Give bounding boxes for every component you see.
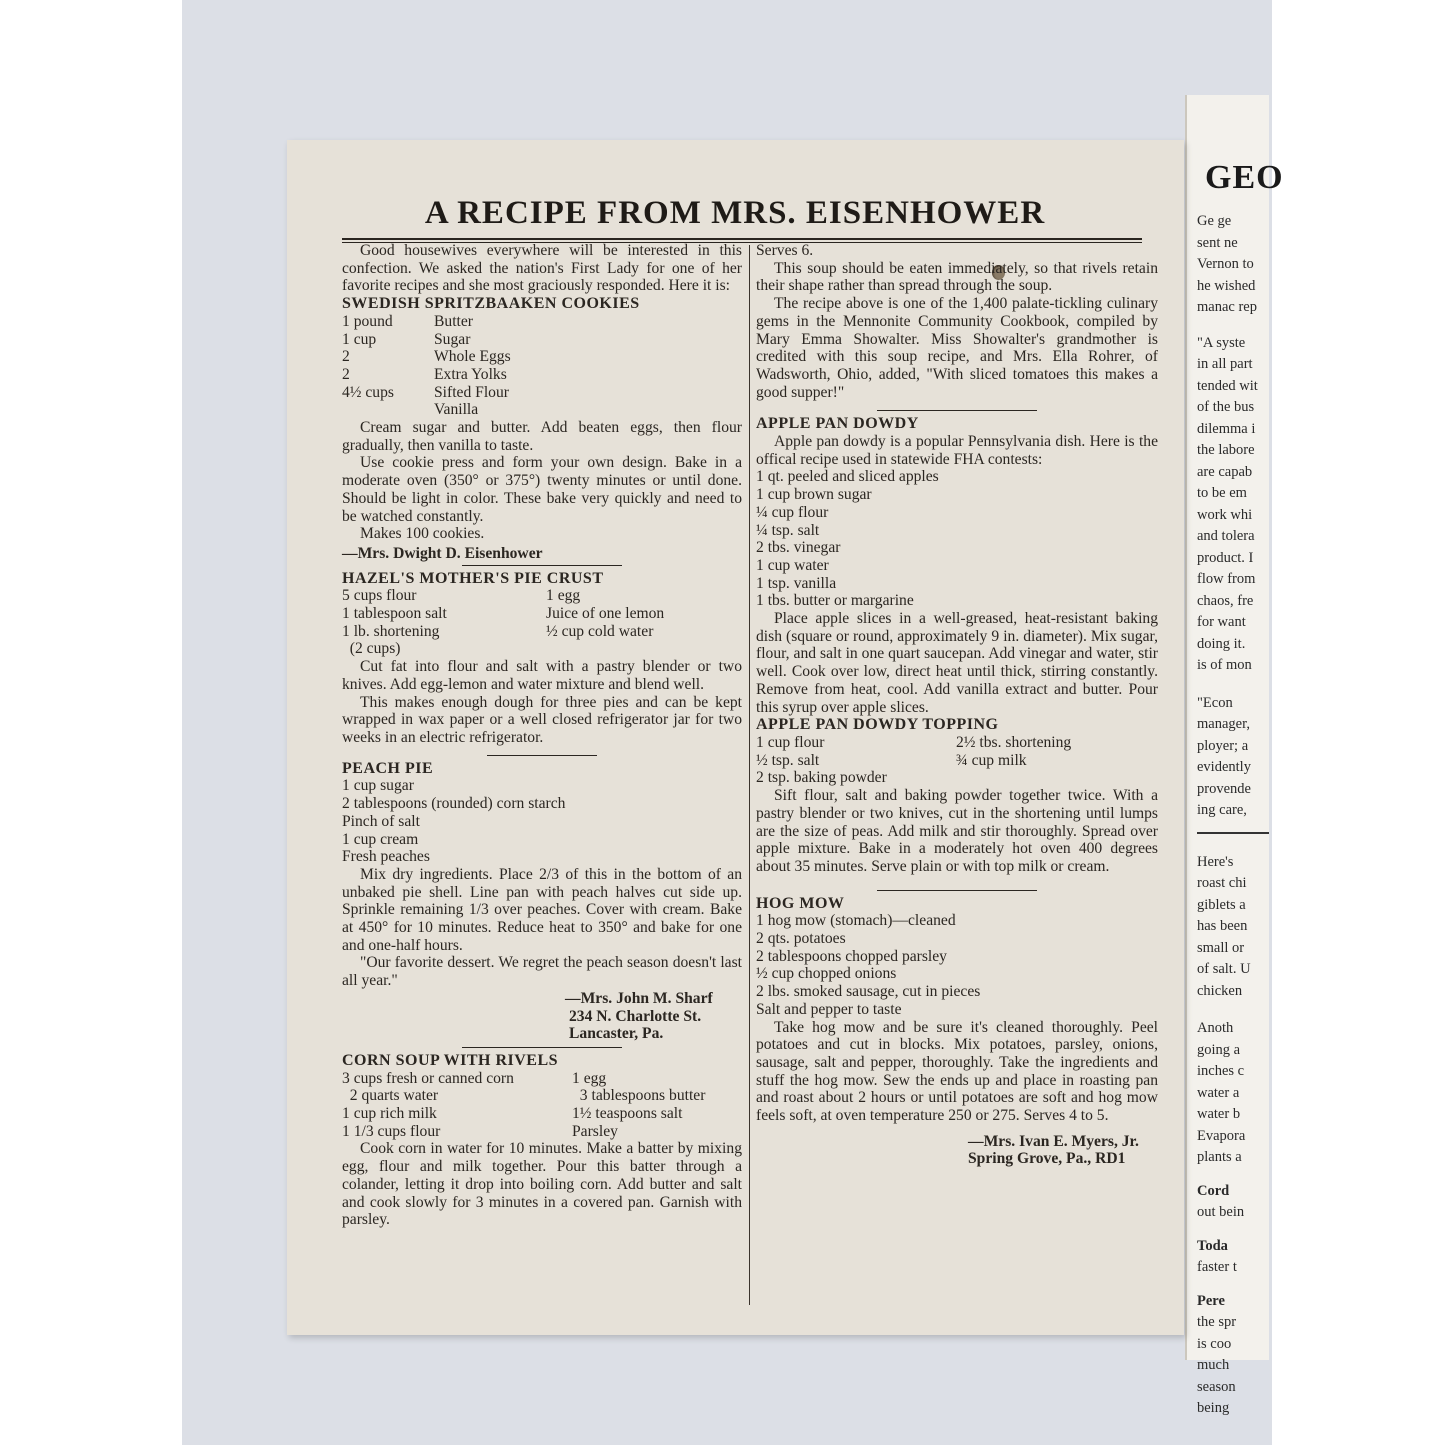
facing-page-line: of salt. U <box>1197 961 1251 977</box>
facing-page-line: sent ne <box>1197 234 1238 251</box>
facing-page-line: chicken <box>1197 982 1243 999</box>
page-title: A RECIPE FROM MRS. EISENHOWER <box>424 195 1046 231</box>
ingredient-cell <box>546 640 742 658</box>
facing-page-line: chaos, fre <box>1197 592 1254 609</box>
section-rule <box>462 1047 622 1048</box>
facing-page-line: to be em <box>1197 485 1247 501</box>
recipe-heading: APPLE PAN DOWDY TOPPING <box>756 716 999 734</box>
ingredient-cell: Juice of one lemon <box>546 605 665 623</box>
facing-page-line: being <box>1197 1400 1230 1416</box>
instruction-paragraph: Cook corn in water for 10 minutes. Make a batter by mixing egg, flour and milk together. Pour this batter through a colander, letting it drop into boiling corn. Add butter and salt and cook slowly for 3 minutes in a covered pan. Garnish with parsley. <box>342 1140 742 1229</box>
facing-page-line: has been <box>1197 918 1248 934</box>
ingredient-cell: 1 egg <box>546 587 581 605</box>
ingredient-cell: 2 tsp. baking powder <box>756 769 887 787</box>
ingredient-line: 1 cup water <box>756 556 829 574</box>
facing-page-line: much <box>1197 1357 1230 1373</box>
signature: —Mrs. John M. Sharf <box>565 989 713 1007</box>
instruction-paragraph: Mix dry ingredients. Place 2/3 of this in the bottom of an unbaked pie shell. Line pan with peach halves cut side up. Sprinkle remaining 1/3 over peaches. Cover with cream. Bake at 450° for 10 minutes. Reduce heat to 350° and bake for one and one-half hours. <box>342 865 742 954</box>
signature-address: Spring Grove, Pa., RD1 <box>968 1150 1126 1168</box>
ingredient-cell: Sifted Flour <box>434 383 509 401</box>
ingredient-cell: Vanilla <box>434 401 479 419</box>
signature: —Mrs. Dwight D. Eisenhower <box>342 544 543 562</box>
facing-page-line: season <box>1197 1378 1236 1395</box>
facing-page-line: Evapora <box>1197 1127 1246 1144</box>
facing-page-line: in all part <box>1197 356 1253 372</box>
section-rule <box>877 410 1037 411</box>
facing-page-rule <box>1197 832 1269 834</box>
signature-city: Lancaster, Pa. <box>569 1025 664 1043</box>
facing-page-line: Anoth <box>1197 1020 1234 1036</box>
facing-page-line: he wished <box>1197 277 1256 294</box>
intro-paragraph: Good housewives everywhere will be interested in this confection. We asked the nation's First Lady for one of her favorite recipes and she most graciously responded. Here it is: <box>342 242 742 295</box>
facing-page-line: for want <box>1197 614 1246 630</box>
facing-page-line: doing it. <box>1197 635 1246 652</box>
facing-page-line: provende <box>1197 780 1251 797</box>
ingredient-cell <box>342 401 434 419</box>
facing-page-line: product. I <box>1197 549 1254 566</box>
ingredient-cell: 1½ teaspoons salt <box>572 1105 683 1123</box>
instruction-paragraph: Place apple slices in a well-greased, heat-resistant baking dish (square or round, approximately 9 in. diameter). Mix sugar, flour, and salt in one quart saucepan. Add vinegar and water, stir well. Cook over low, direct heat until thick, stirring constantly. Remove from heat, cool. Add vanilla extract and butter. Pour this syrup over apple slices. <box>756 610 1158 716</box>
recipe-heading: HOG MOW <box>756 894 845 912</box>
facing-page-line: work whi <box>1197 506 1253 523</box>
ingredient-list <box>342 1070 742 1141</box>
recipe-heading: CORN SOUP WITH RIVELS <box>342 1051 559 1069</box>
ingredient-line: 2 tablespoons (rounded) corn starch <box>342 795 566 813</box>
ingredient-cell: ½ cup cold water <box>546 622 654 640</box>
ingredient-line: 1 cup cream <box>342 830 419 848</box>
ingredient-line: 2 tbs. vinegar <box>756 539 841 557</box>
facing-page-line: going a <box>1197 1041 1241 1058</box>
ingredient-cell: 1 cup flour <box>756 733 825 751</box>
ingredient-cell: Parsley <box>572 1122 618 1140</box>
ingredient-cell: 1 cup <box>342 330 377 348</box>
facing-page-line: water b <box>1197 1106 1241 1122</box>
ingredient-cell: 2½ tbs. shortening <box>956 733 1072 751</box>
facing-page-line: Ge ge <box>1197 213 1232 229</box>
facing-page-line: manager, <box>1197 716 1250 732</box>
facing-page-line: tended wit <box>1197 377 1258 394</box>
left-column <box>342 242 742 1229</box>
ingredient-line: Pinch of salt <box>342 812 420 830</box>
intro-paragraph: Apple pan dowdy is a popular Pennsylvania dish. Here is the offical recipe used in statewide FHA contests: <box>756 433 1158 468</box>
ingredient-cell: Extra Yolks <box>434 365 507 383</box>
ingredient-line: Fresh peaches <box>342 848 430 866</box>
ingredient-cell <box>956 769 1158 787</box>
ingredient-list <box>756 912 1158 1018</box>
ingredient-line: 1 cup brown sugar <box>756 486 872 504</box>
ingredient-line: 1 cup sugar <box>342 777 414 795</box>
ingredient-line: ¼ tsp. salt <box>756 521 820 539</box>
facing-page-line: Cord <box>1197 1182 1230 1199</box>
facing-page-line: the labore <box>1197 442 1255 458</box>
facing-page-line: roast chi <box>1197 875 1247 891</box>
facing-page-line: evidently <box>1197 759 1251 775</box>
note-paragraph: The recipe above is one of the 1,400 palate-tickling culinary gems in the Mennonite Community Cookbook, compiled by Mary Emma Showalter. Miss Showalter's grandmother is credited with this soup recipe, and Mrs. Ella Rohrer, of Wadsworth, Ohio, added, "With sliced tomatoes this makes a good supper!" <box>756 295 1158 401</box>
facing-page-line: flow from <box>1197 571 1256 587</box>
ingredient-cell: Sugar <box>434 330 471 348</box>
recipe-heading: PEACH PIE <box>342 759 434 777</box>
ingredient-cell: 3 cups fresh or canned corn <box>342 1069 514 1087</box>
serves-text: Serves 6. <box>756 242 814 259</box>
column-divider <box>749 245 750 1305</box>
ingredient-line: 2 lbs. smoked sausage, cut in pieces <box>756 983 981 1001</box>
facing-page-line: Vernon to <box>1197 256 1254 272</box>
facing-page-line: "Econ <box>1197 694 1233 711</box>
ingredient-cell: 1 egg <box>572 1069 607 1087</box>
ingredient-line: 1 qt. peeled and sliced apples <box>756 468 939 486</box>
signature-block <box>968 1133 1158 1168</box>
instruction-paragraph: Sift flour, salt and baking powder together twice. With a pastry blender or two knives, cut in the shortening until lumps are the size of peas. Add milk and stir thoroughly. Spread over apple mixture. Bake in a moderately hot oven 400 degrees about 35 minutes. Serve plain or with top milk or cream. <box>756 787 1158 875</box>
signature: —Mrs. Ivan E. Myers, Jr. <box>968 1132 1139 1150</box>
ingredient-line: 2 qts. potatoes <box>756 930 846 948</box>
ingredient-cell: Whole Eggs <box>434 348 511 366</box>
signature-address: 234 N. Charlotte St. <box>569 1007 702 1025</box>
ingredient-cell: ½ tsp. salt <box>756 751 820 769</box>
facing-page-line: small or <box>1197 939 1245 956</box>
facing-page <box>1185 95 1284 1416</box>
facing-page-line: the spr <box>1197 1314 1237 1330</box>
ingredient-list <box>756 468 1158 610</box>
facing-page-line: plants a <box>1197 1149 1242 1165</box>
facing-page-line: faster t <box>1197 1259 1237 1275</box>
facing-page-line: out bein <box>1197 1204 1245 1220</box>
ingredient-cell: 5 cups flour <box>342 587 417 605</box>
note-paragraph: This soup should be eaten immediately, so that rivels retain their shape rather than spread through the soup. <box>756 259 1158 295</box>
ingredient-cell: 1 lb. shortening <box>342 622 440 640</box>
facing-page-line: Pere <box>1197 1292 1225 1309</box>
signature-block <box>565 990 742 1043</box>
ingredient-line: 1 hog mow (stomach)—cleaned <box>756 912 956 930</box>
ingredient-list <box>342 587 742 658</box>
facing-page-line: is of mon <box>1197 657 1252 673</box>
facing-page-line: water a <box>1197 1084 1240 1101</box>
ingredient-line: 2 tablespoons chopped parsley <box>756 947 947 965</box>
ingredient-cell: 1 tablespoon salt <box>342 605 447 623</box>
instruction-paragraph: Use cookie press and form your own design. Bake in a moderate oven (350° or 375°) twenty minutes or until done. Should be light in color. These bake very quickly and need to be watched constantly. <box>342 454 742 525</box>
ingredient-cell: 2 <box>342 365 350 383</box>
ingredient-cell: ¾ cup milk <box>956 751 1027 769</box>
ingredient-list <box>342 777 742 866</box>
ingredient-cell: 2 quarts water <box>342 1087 439 1105</box>
instruction-paragraph: Cut fat into flour and salt with a pastry blender or two knives. Add egg-lemon and water mixture and blend well. <box>342 658 742 693</box>
section-rule <box>487 755 597 756</box>
ingredient-cell: 1 pound <box>342 312 393 330</box>
ingredient-line: Salt and pepper to taste <box>756 1000 902 1018</box>
instruction-paragraph: Take hog mow and be sure it's cleaned thoroughly. Peel potatoes and cut in blocks. Mix potatoes, parsley, onions, sausage, salt and pepper, thoroughly. Take the ingredients and stuff the hog mow. Sew the ends up and place in roasting pan and roast about 2 hours or until potatoes are soft and hog mow feels soft, at oven temperature 250 or 275. Serves 4 to 5. <box>756 1018 1158 1125</box>
facing-page-line: "A syste <box>1197 334 1246 351</box>
ingredient-line: ½ cup chopped onions <box>756 965 897 983</box>
yield-text: Makes 100 cookies. <box>360 525 485 543</box>
instruction-paragraph: This makes enough dough for three pies and can be kept wrapped in wax paper or a well closed refrigerator jar for two weeks in an electric refrigerator. <box>342 693 742 746</box>
recipe-heading: HAZEL'S MOTHER'S PIE CRUST <box>342 569 604 587</box>
facing-page-line: Here's <box>1197 853 1234 870</box>
facing-page-line: and tolera <box>1197 528 1255 544</box>
facing-page-title: GEO <box>1205 159 1284 196</box>
ingredient-cell: (2 cups) <box>342 640 401 658</box>
facing-page-line: are capab <box>1197 463 1253 480</box>
ingredient-list <box>342 313 742 419</box>
ingredient-list <box>756 734 1158 787</box>
facing-page-line: inches c <box>1197 1063 1245 1079</box>
ingredient-cell: 3 tablespoons butter <box>572 1087 706 1105</box>
facing-page-line: giblets a <box>1197 896 1246 913</box>
instruction-paragraph: Cream sugar and butter. Add beaten eggs, then flour gradually, then vanilla to taste. <box>342 419 742 454</box>
ingredient-cell: 1 1/3 cups flour <box>342 1122 441 1140</box>
recipe-heading: SWEDISH SPRITZBAAKEN COOKIES <box>342 295 640 313</box>
ingredient-line: 1 tsp. vanilla <box>756 574 837 592</box>
facing-page-line: of the bus <box>1197 399 1255 415</box>
ingredient-line: ¼ cup flour <box>756 503 829 521</box>
facing-page-line: manac rep <box>1197 299 1257 315</box>
recipe-heading: APPLE PAN DOWDY <box>756 415 919 433</box>
facing-page-line: is coo <box>1197 1335 1232 1352</box>
ingredient-cell: 1 cup rich milk <box>342 1105 437 1123</box>
facing-page-line: dilemma i <box>1197 420 1256 437</box>
quote-paragraph: "Our favorite dessert. We regret the peach season doesn't last all year." <box>342 954 742 990</box>
ingredient-line: 1 tbs. butter or margarine <box>756 592 914 610</box>
ingredient-cell: Butter <box>434 312 473 330</box>
facing-page-line: ployer; a <box>1197 737 1249 754</box>
section-rule <box>877 890 1037 891</box>
right-column <box>756 242 1158 1168</box>
ingredient-cell: 4½ cups <box>342 383 394 401</box>
facing-page-line: Toda <box>1197 1237 1228 1254</box>
ingredient-cell: 2 <box>342 348 350 366</box>
facing-page-line: ing care, <box>1197 802 1247 818</box>
section-rule <box>462 565 622 566</box>
